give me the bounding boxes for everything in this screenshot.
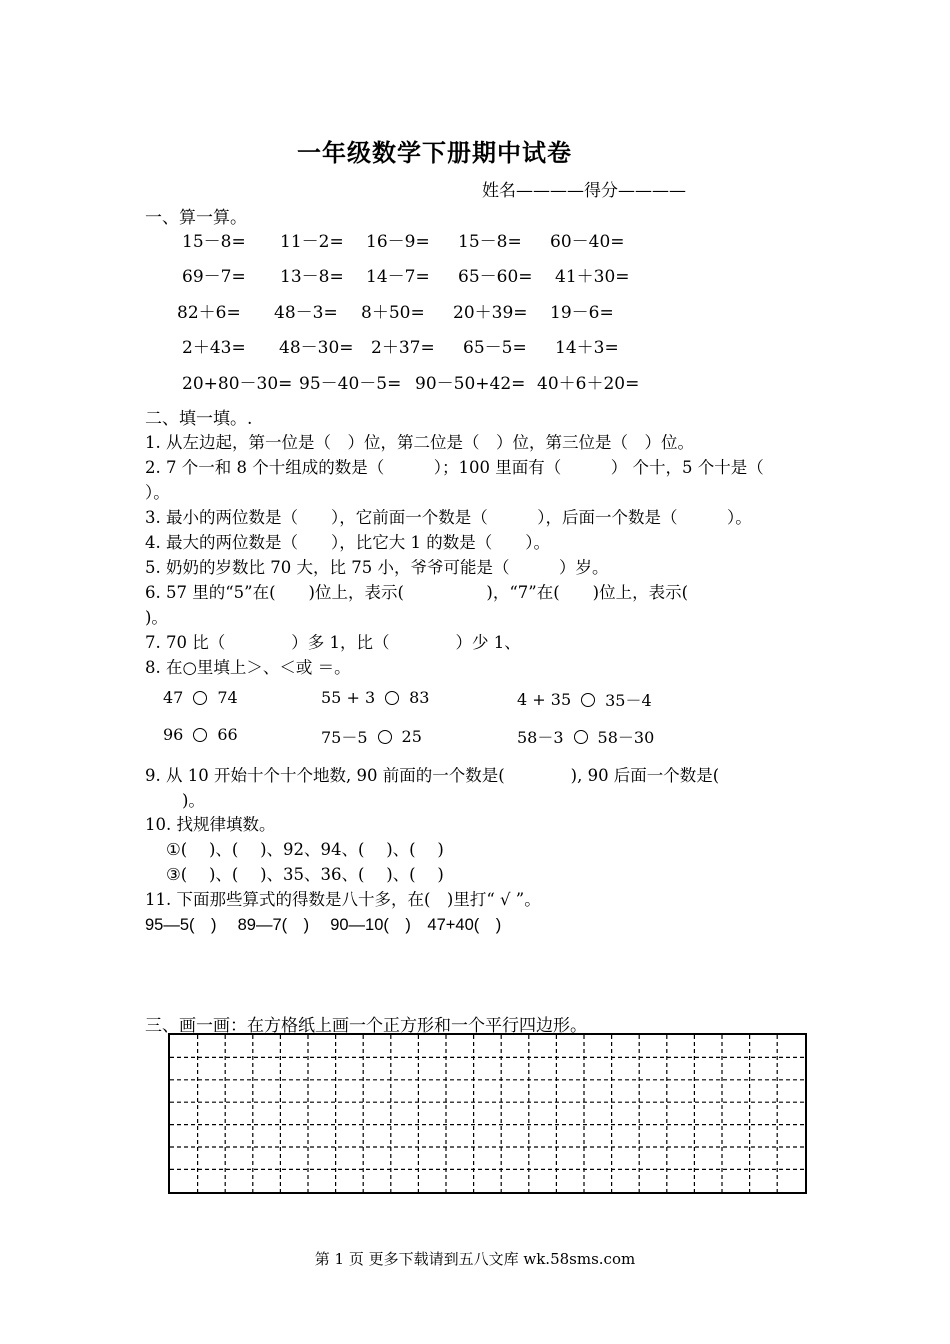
question-2-cont: ）。 (145, 483, 170, 502)
calc-1-3: 16－9= (366, 232, 430, 252)
calc-5-2: 95－40－5= (299, 374, 402, 394)
calc-2-1: 69－7= (182, 267, 246, 287)
answer-circle[interactable] (378, 730, 392, 744)
question-6-cont: )。 (145, 608, 168, 627)
question-7: 7. 70 比（ ）多 1，比（ ）少 1、 (145, 633, 521, 652)
compare-right: 58－30 (597, 728, 655, 747)
page-footer: 第 1 页 更多下载请到五八文库 wk.58sms.com (314, 1250, 636, 1268)
drawing-grid[interactable] (168, 1033, 807, 1194)
calc-4-5: 14＋3= (555, 338, 619, 358)
question-2: 2. 7 个一和 8 个十组成的数是（ ）；100 里面有（ ） 个十，5 个十是（ (145, 458, 764, 477)
calc-2-3: 14－7= (366, 267, 430, 287)
calc-4-3: 2＋37= (371, 338, 435, 358)
compare-right: 74 (217, 688, 238, 707)
calc-3-2: 48－3= (274, 303, 338, 323)
name-score-line: 姓名————得分———— (482, 181, 686, 201)
compare-left: 75－5 (321, 728, 368, 747)
compare-item (321, 688, 429, 707)
question-3: 3. 最小的两位数是（ ），它前面一个数是（ ），后面一个数是（ ）。 (145, 508, 752, 527)
compare-left: 96 (163, 725, 184, 744)
question-5: 5. 奶奶的岁数比 70 大，比 75 小，爷爷可能是（ ）岁。 (145, 558, 609, 577)
compare-right: 35－4 (605, 691, 652, 710)
calc-1-5: 60－40= (550, 232, 625, 252)
question-8: 8. 在○里填上＞、＜或 ＝。 (145, 658, 351, 677)
compare-left: 47 (163, 688, 184, 707)
grid-lines (170, 1035, 805, 1192)
calc-3-3: 8＋50= (361, 303, 425, 323)
answer-circle[interactable] (193, 728, 207, 742)
page-title: 一年级数学下册期中试卷 (297, 138, 572, 167)
question-9-cont: )。 (182, 791, 205, 810)
calc-5-1: 20+80－30= (182, 374, 293, 394)
question-4: 4. 最大的两位数是（ ），比它大 1 的数是（ ）。 (145, 533, 550, 552)
pattern-row-1: ①( )、( )、92、94、( )、( ) (166, 840, 444, 859)
calc-1-4: 15－8= (458, 232, 522, 252)
answer-circle[interactable] (574, 730, 588, 744)
section1-heading: 一、算一算。 (145, 208, 247, 228)
calc-4-4: 65－5= (463, 338, 527, 358)
compare-left: 55 + 3 (321, 688, 376, 707)
pattern-row-2: ③( )、( )、35、36、( )、( ) (166, 865, 444, 884)
section2-heading: 二、填一填。. (145, 409, 253, 429)
compare-right: 66 (217, 725, 238, 744)
question-1: 1. 从左边起，第一位是（ ）位，第二位是（ ）位，第三位是（ ）位。 (145, 433, 694, 452)
compare-left: 58－3 (517, 728, 564, 747)
calc-1-2: 11－2= (280, 232, 344, 252)
compare-left: 4 + 35 (517, 690, 572, 709)
compare-right: 83 (409, 688, 430, 707)
calc-3-1: 82＋6= (177, 303, 241, 323)
calc-3-4: 20＋39= (453, 303, 528, 323)
question-11-items: 95—5( ) 89—7( ) 90—10( ) 47+40( ) (145, 916, 502, 934)
question-9: 9. 从 10 开始十个十个地数, 90 前面的一个数是( ), 90 后面一个数是( (145, 766, 720, 785)
calc-5-4: 40＋6＋20= (537, 374, 640, 394)
calc-5-3: 90－50+42= (415, 374, 526, 394)
answer-circle[interactable] (581, 693, 595, 707)
calc-2-5: 41＋30= (555, 267, 630, 287)
compare-right: 25 (401, 727, 422, 746)
calc-2-4: 65－60= (458, 267, 533, 287)
question-10: 10. 找规律填数。 (145, 815, 276, 834)
calc-2-2: 13－8= (280, 267, 344, 287)
compare-item (321, 725, 422, 748)
compare-item (517, 725, 654, 748)
question-6: 6. 57 里的“5”在( )位上，表示( )，“7”在( )位上，表示( (145, 583, 689, 602)
calc-4-1: 2＋43= (182, 338, 246, 358)
compare-item (163, 725, 238, 744)
calc-3-5: 19－6= (550, 303, 614, 323)
question-11: 11. 下面那些算式的得数是八十多，在( )里打“ √ ”。 (145, 890, 541, 909)
calc-4-2: 48－30= (279, 338, 354, 358)
section3-heading: 三、画一画：在方格纸上画一个正方形和一个平行四边形。 (145, 1016, 587, 1036)
compare-item (163, 688, 238, 707)
answer-circle[interactable] (385, 691, 399, 705)
calc-1-1: 15－8= (182, 232, 246, 252)
answer-circle[interactable] (193, 691, 207, 705)
compare-item (517, 688, 652, 711)
